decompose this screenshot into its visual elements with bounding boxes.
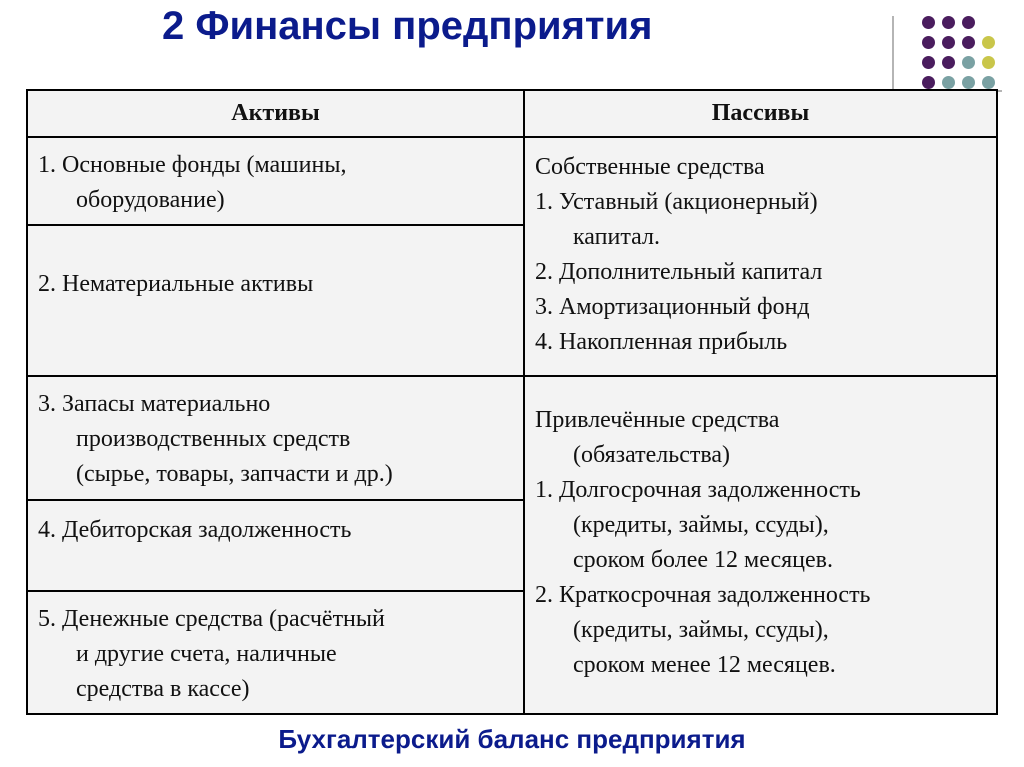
decorative-divider-vertical [892,16,894,94]
decor-dot [962,76,975,89]
liability-line: (кредиты, займы, ссуды), [573,512,829,538]
balance-sheet-table [26,89,998,715]
liability-line: Собственные средства [535,154,765,180]
liability-line: (обязательства) [573,442,731,468]
liabilities-own-funds [525,138,996,375]
asset-line: и другие счета, наличные [76,641,337,667]
liability-line: Привлечённые средства [535,407,780,433]
asset-item-cash [28,592,523,713]
asset-line: оборудование) [76,187,225,213]
decor-dot [922,16,935,29]
asset-item-inventory [28,377,523,499]
asset-line: средства в кассе) [76,676,250,702]
page-title: 2 Финансы предприятия [162,4,653,48]
liability-line: сроком более 12 месяцев. [573,547,833,573]
asset-line: 5. Денежные средства (расчётный [38,606,385,632]
decor-dot [982,76,995,89]
liability-line: 2. Краткосрочная задолженность [535,582,871,608]
decor-dot [962,56,975,69]
decor-dot [942,16,955,29]
decorative-dot-grid [912,16,1008,94]
asset-line: 2. Нематериальные активы [38,271,314,297]
liability-line: сроком менее 12 месяцев. [573,652,836,678]
liabilities-borrowed-funds [525,377,996,713]
decor-dot [982,56,995,69]
decor-dot [942,56,955,69]
asset-line: 4. Дебиторская задолженность [38,517,352,543]
liability-line: капитал. [573,224,660,250]
decor-dot [982,36,995,49]
decor-dot [962,36,975,49]
asset-line: 1. Основные фонды (машины, [38,152,347,178]
asset-line: (сырье, товары, запчасти и др.) [76,461,393,487]
slide-caption: Бухгалтерский баланс предприятия [278,724,746,754]
asset-item-fixed-assets [28,138,523,224]
liability-line: 3. Амортизационный фонд [535,294,810,320]
decor-dot [942,36,955,49]
asset-item-intangible [28,226,523,375]
asset-line: производственных средств [76,426,351,452]
asset-item-receivables [28,501,523,590]
header-liabilities: Пассивы [711,100,810,126]
decor-dot [962,16,975,29]
liability-line: 1. Уставный (акционерный) [535,189,818,215]
asset-line: 3. Запасы материально [38,391,271,417]
decor-dot [942,76,955,89]
decor-dot [922,56,935,69]
liability-line: 1. Долгосрочная задолженность [535,477,861,503]
liability-line: 4. Накопленная прибыль [535,329,788,355]
liability-line: (кредиты, займы, ссуды), [573,617,829,643]
liability-line: 2. Дополнительный капитал [535,259,823,285]
decor-dot [922,36,935,49]
header-assets: Активы [231,100,320,126]
decor-dot [922,76,935,89]
